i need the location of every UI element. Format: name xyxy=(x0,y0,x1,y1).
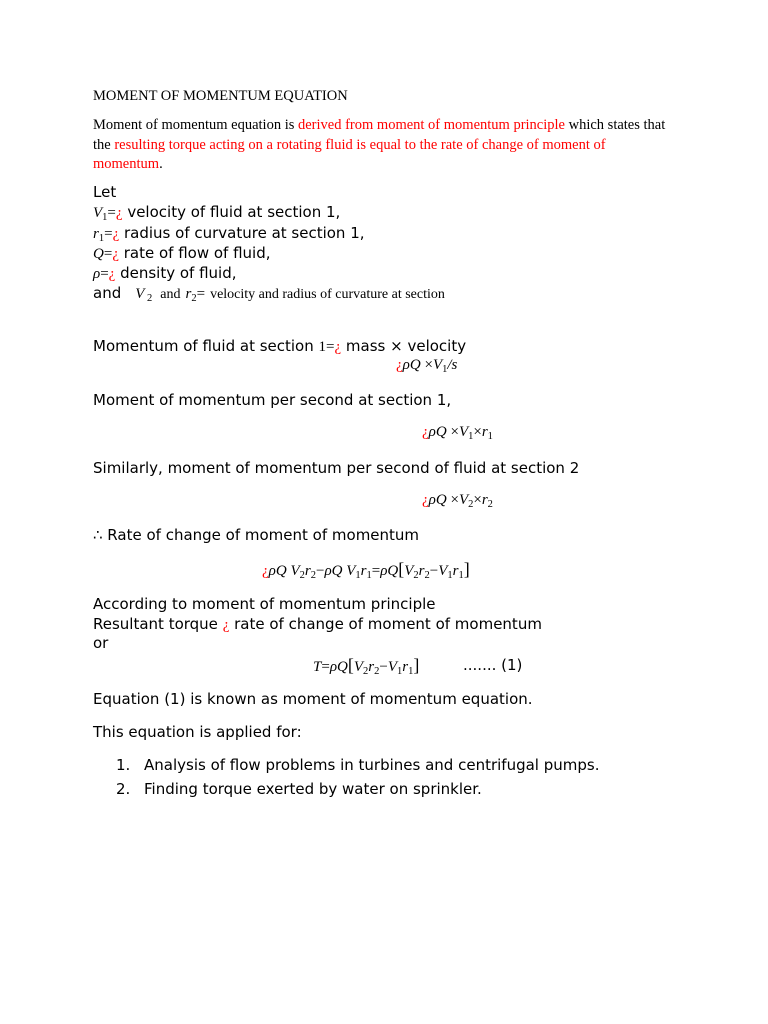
glyph: ¿ xyxy=(115,205,123,221)
glyph: ¿ xyxy=(222,617,230,633)
rate-equation: ¿ρQ $V_2r_2-\rho Q$ $V_1r_1=\rho Q[V_2r_2-V_1r_1]$ xyxy=(262,559,470,581)
glyph: ¿ xyxy=(112,246,119,262)
glyph: ¿ xyxy=(112,226,120,242)
moment-equation-2: ¿$\rho Q \times V_2\times r_2$ xyxy=(422,492,493,510)
momentum-line: Momentum of fluid at section 1=¿ mass × velocity xyxy=(93,337,467,355)
definition-rho: ρ=¿ density of fluid, xyxy=(93,264,237,282)
known-line: Equation (1) is known as moment of momentum equation. xyxy=(93,690,533,708)
similarly-line: Similarly, moment of momentum per second of fluid at section 2 xyxy=(93,459,580,477)
rate-of-change-line: ∴ Rate of change of moment of momentum xyxy=(93,526,420,544)
or-label: or xyxy=(93,634,109,652)
definition-r1: $r_1=¿$ radius of curvature at section 1, xyxy=(93,224,365,244)
list-item: 1. Analysis of flow problems in turbines and centrifugal pumps. xyxy=(116,756,600,774)
moment-of-momentum-line: Moment of momentum per second at section 1, xyxy=(93,391,452,409)
intro-text-1: Moment of momentum equation is xyxy=(93,117,298,133)
intro-highlight-1: derived from moment of momentum principle xyxy=(298,117,565,133)
glyph: ¿ xyxy=(262,563,269,579)
momentum-equation: ¿$\rho Q \times V_1/s$ xyxy=(396,357,458,375)
intro-highlight-2: resulting torque acting on a rotating fluid is equal to the rate of change of moment of momentum xyxy=(93,136,606,172)
list-item: 2. Finding torque exerted by water on sprinkler. xyxy=(116,780,482,798)
glyph: ¿ xyxy=(108,266,116,282)
definition-v1: $V_1=¿$ velocity of fluid at section 1, xyxy=(93,203,341,223)
document-title: MOMENT OF MOMENTUM EQUATION xyxy=(93,88,348,104)
definition-q: Q=¿ rate of flow of fluid, xyxy=(93,244,271,262)
torque-line: Resultant torque ¿ rate of change of moment of momentum xyxy=(93,615,542,633)
intro-text-3: . xyxy=(159,156,163,172)
moment-equation-1: ¿$\rho Q \times V_1\times r_1$ xyxy=(422,424,493,442)
definition-v2-r2: and V $_2$ and $r_2=$ velocity and radius of curvature at section xyxy=(93,284,445,304)
principle-line: According to moment of momentum principle xyxy=(93,595,436,613)
intro-text-2: which states that the xyxy=(93,117,666,153)
torque-equation: $T=\rho Q[V_2r_2-V_1r_1]$ xyxy=(313,655,420,677)
glyph: ¿ xyxy=(422,492,429,508)
glyph: ¿ xyxy=(422,424,429,440)
intro-paragraph xyxy=(93,116,673,175)
applied-line: This equation is applied for: xyxy=(93,723,302,741)
let-label: Let xyxy=(93,183,117,201)
glyph: ¿ xyxy=(396,357,403,373)
equation-number: ....... (1) xyxy=(463,656,523,674)
glyph: ¿ xyxy=(334,339,342,355)
